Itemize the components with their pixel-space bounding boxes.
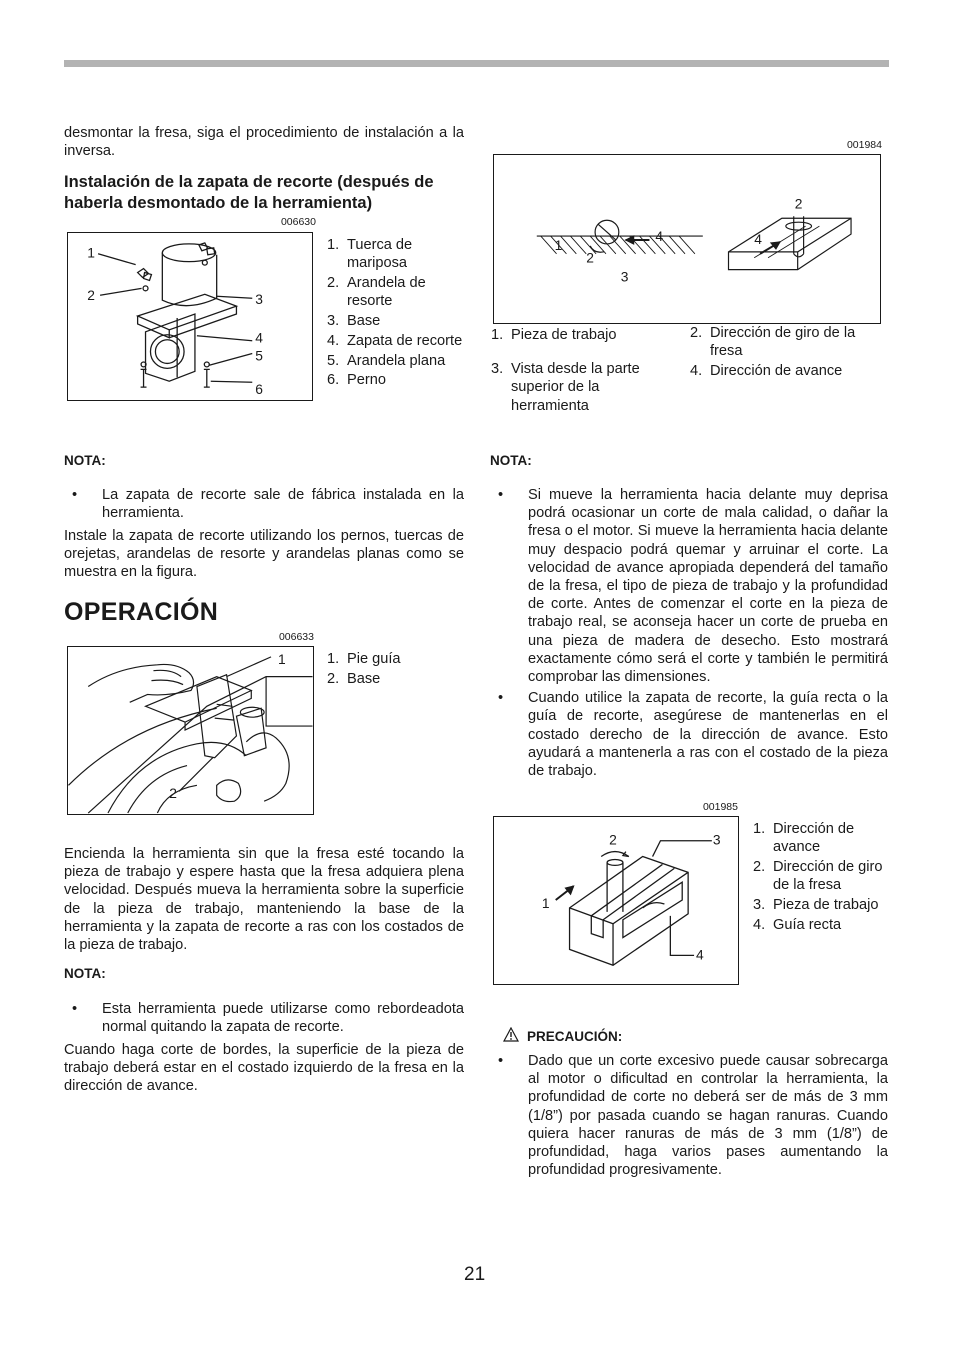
legend-item: 1. Tuerca de mariposa bbox=[327, 237, 413, 272]
trim-shoe-heading: Instalación de la zapata de recorte (después de haberla desmontado de la herramienta) bbox=[64, 173, 434, 212]
feed-legend-left bbox=[491, 326, 676, 416]
figure-label: 3 bbox=[620, 268, 629, 285]
legend-item: 3. Pieza de trabajo bbox=[753, 897, 879, 913]
figure-label: 2 bbox=[609, 831, 617, 848]
straight-guide-figure bbox=[493, 816, 739, 985]
list-item: • Esta herramienta puede utilizarse como rebordeadota normal quitando la zapata de recorte. bbox=[72, 1001, 464, 1036]
feed-legend-right bbox=[690, 324, 885, 382]
straight-guide-illustration bbox=[494, 817, 738, 984]
figure-label: 2 bbox=[794, 195, 803, 212]
operation-nota-list bbox=[64, 1000, 464, 1039]
figure-code: 001984 bbox=[846, 139, 882, 151]
figure-label: 2 bbox=[586, 249, 594, 266]
operation-heading: OPERACIÓN bbox=[64, 598, 219, 626]
legend-item: 4. Guía recta bbox=[753, 916, 842, 933]
nota-label: NOTA: bbox=[64, 453, 106, 468]
feed-direction-figure bbox=[493, 154, 881, 324]
feed-nota-list bbox=[490, 486, 888, 783]
legend-item: 4. Dirección de avance bbox=[690, 363, 843, 379]
trim-shoe-figure bbox=[67, 232, 313, 401]
legend-item: 5. Arandela plana bbox=[327, 352, 446, 369]
figure-label: 1 bbox=[541, 894, 550, 911]
nota-label: NOTA: bbox=[490, 453, 532, 468]
trim-shoe-legend bbox=[327, 236, 467, 391]
caution-list bbox=[490, 1052, 888, 1182]
page-number: 21 bbox=[464, 1264, 486, 1285]
figure-code: 006630 bbox=[280, 216, 316, 228]
operation-text: Encienda la herramienta sin que la fresa esté tocando la pieza de trabajo y espere hasta que la fresa adquiera plena velocidad. Después mueva la herramienta sobre la superficie de la pieza de trabajo, manteniendo la base de la herramienta y la zapata de recorte a ras con los costados de la pieza de trabajo. bbox=[64, 846, 464, 954]
figure-label: 6 bbox=[255, 381, 263, 398]
straight-guide-legend bbox=[753, 820, 893, 936]
figure-label: 2 bbox=[87, 287, 95, 304]
trim-install-text: Instale la zapata de recorte utilizando los pernos, tuercas de orejetas, arandelas de resorte y arandelas planas como se muestra en la figura. bbox=[64, 528, 464, 581]
list-item: • La zapata de recorte sale de fábrica instalada en la herramienta. bbox=[72, 487, 464, 522]
trim-shoe-illustration bbox=[68, 233, 312, 400]
figure-label: 4 bbox=[655, 227, 664, 244]
figure-label: 4 bbox=[754, 230, 762, 247]
legend-item: 3. Base bbox=[327, 313, 381, 329]
operation-illustration bbox=[68, 647, 313, 814]
legend-item: 2. Dirección de giro de la fresa bbox=[753, 859, 883, 894]
figure-label: 1 bbox=[277, 650, 286, 667]
legend-item: 2. Arandela de resorte bbox=[327, 275, 426, 310]
legend-item: 3. Vista desde la parte superior de la herramienta bbox=[491, 361, 640, 414]
operation-figure bbox=[67, 646, 314, 815]
figure-label: 1 bbox=[554, 236, 563, 253]
header-rule bbox=[64, 60, 889, 67]
edge-cut-text: Cuando haga corte de bordes, la superficie de la pieza de trabajo deberá estar en el costado izquierdo de la fresa en la dirección de avance. bbox=[64, 1042, 464, 1095]
legend-item: 6. Perno bbox=[327, 372, 386, 389]
legend-item: 1. Pie guía bbox=[327, 651, 401, 667]
operation-legend bbox=[327, 650, 467, 690]
figure-label: 3 bbox=[712, 831, 721, 848]
figure-code: 006633 bbox=[278, 631, 314, 643]
figure-label: 1 bbox=[87, 244, 95, 261]
figure-label: 2 bbox=[169, 785, 177, 802]
figure-code: 001985 bbox=[702, 801, 738, 813]
caution-label: PRECAUCIÓN: bbox=[527, 1029, 623, 1044]
list-item: • Cuando utilice la zapata de recorte, la guía recta o la guía de recorte, asegúrese de mantenerlas en el costado derecho de la dirección de avance. Esto ayudará a mantenerla a ras con el costado de la pieza de trabajo. bbox=[498, 690, 888, 780]
legend-item: 1. Pieza de trabajo bbox=[491, 327, 617, 343]
feed-direction-illustration bbox=[494, 155, 880, 323]
legend-item: 4. Zapata de recorte bbox=[327, 332, 463, 349]
list-item: • Dado que un corte excesivo puede causar sobrecarga al motor o dificultad en controlar la herramienta, la profundidad de corte no deberá ser de más de 3 mm (1/8”) por pasada cuando se hagan ranuras. Cuando quiera hacer ranuras de más de 3 mm (1/8”) de profundidad, haga varios pases aumentando la profundidad progresivamente. bbox=[498, 1053, 888, 1179]
list-item: • Si mueve la herramienta hacia delante muy deprisa podrá ocasionar un corte de mala calidad, o dañar la fresa o el motor. Si mueve la herramienta hacia delante muy despacio podrá quemar y arruinar el corte. La velocidad de avance apropiada dependerá del tamaño de la fresa, el tipo de pieza de trabajo y la profundidad de corte. Antes de comenzar el corte en la pieza de trabajo real, se aconseja hacer un corte de prueba en una pieza de madera de desecho. Esto mostrará exactamente cómo será el corte y también le permitirá comprobar las dimensiones. bbox=[498, 487, 888, 686]
legend-item: 1. Dirección de avance bbox=[753, 821, 855, 856]
legend-item: 2. Base bbox=[327, 670, 381, 687]
warning-triangle-icon bbox=[503, 1027, 519, 1042]
figure-label: 5 bbox=[255, 347, 263, 364]
nota-label: NOTA: bbox=[64, 966, 106, 981]
figure-label: 3 bbox=[255, 291, 263, 308]
trim-nota-list bbox=[64, 486, 464, 525]
figure-label: 4 bbox=[255, 329, 263, 346]
figure-label: 4 bbox=[696, 946, 704, 963]
legend-item: 2. Dirección de giro de la fresa bbox=[690, 325, 856, 360]
intro-text: desmontar la fresa, siga el procedimiento de instalación a la inversa. bbox=[64, 125, 464, 160]
